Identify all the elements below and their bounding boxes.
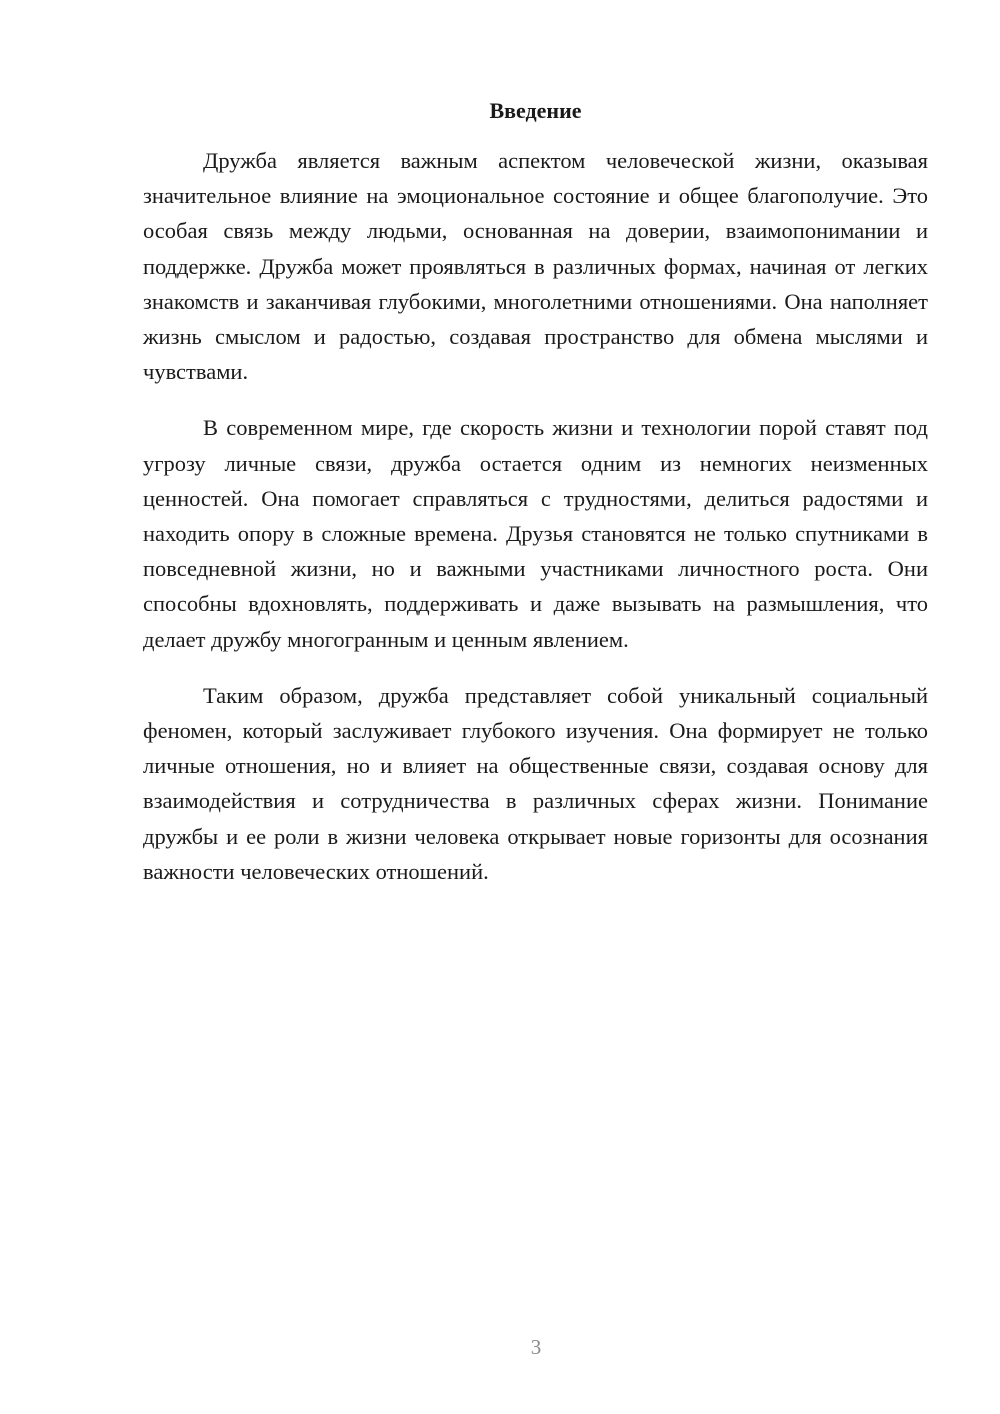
document-body [143, 143, 928, 910]
paragraph: В современном мире, где скорость жизни и технологии порой ставят под угрозу личные связи, дружба остается одним из немногих неизменных ценностей. Она помогает справляться с трудностями, делиться радостями и находить опору в сложные времена. Друзья становятся не только спутниками в повседневной жизни, но и важными участниками личностного роста. Они способны вдохновлять, поддерживать и даже вызывать на размышления, что делает дружбу многогранным и ценным явлением. [143, 415, 928, 652]
page-number: 3 [530, 1335, 542, 1359]
section-title: Введение [489, 98, 582, 123]
paragraph: Дружба является важным аспектом человеческой жизни, оказывая значительное влияние на эмоциональное состояние и общее благополучие. Это особая связь между людьми, основанная на доверии, взаимопонимании и поддержке. Дружба может проявляться в различных формах, начиная от легких знакомств и заканчивая глубокими, многолетними отношениями. Она наполняет жизнь смыслом и радостью, создавая пространство для обмена мыслями и чувствами. [143, 148, 928, 385]
paragraph: Таким образом, дружба представляет собой уникальный социальный феномен, который заслуживает глубокого изучения. Она формирует не только личные отношения, но и влияет на общественные связи, создавая основу для взаимодействия и сотрудничества в различных сферах жизни. Понимание дружбы и ее роли в жизни человека открывает новые горизонты для осознания важности человеческих отношений. [143, 682, 928, 884]
